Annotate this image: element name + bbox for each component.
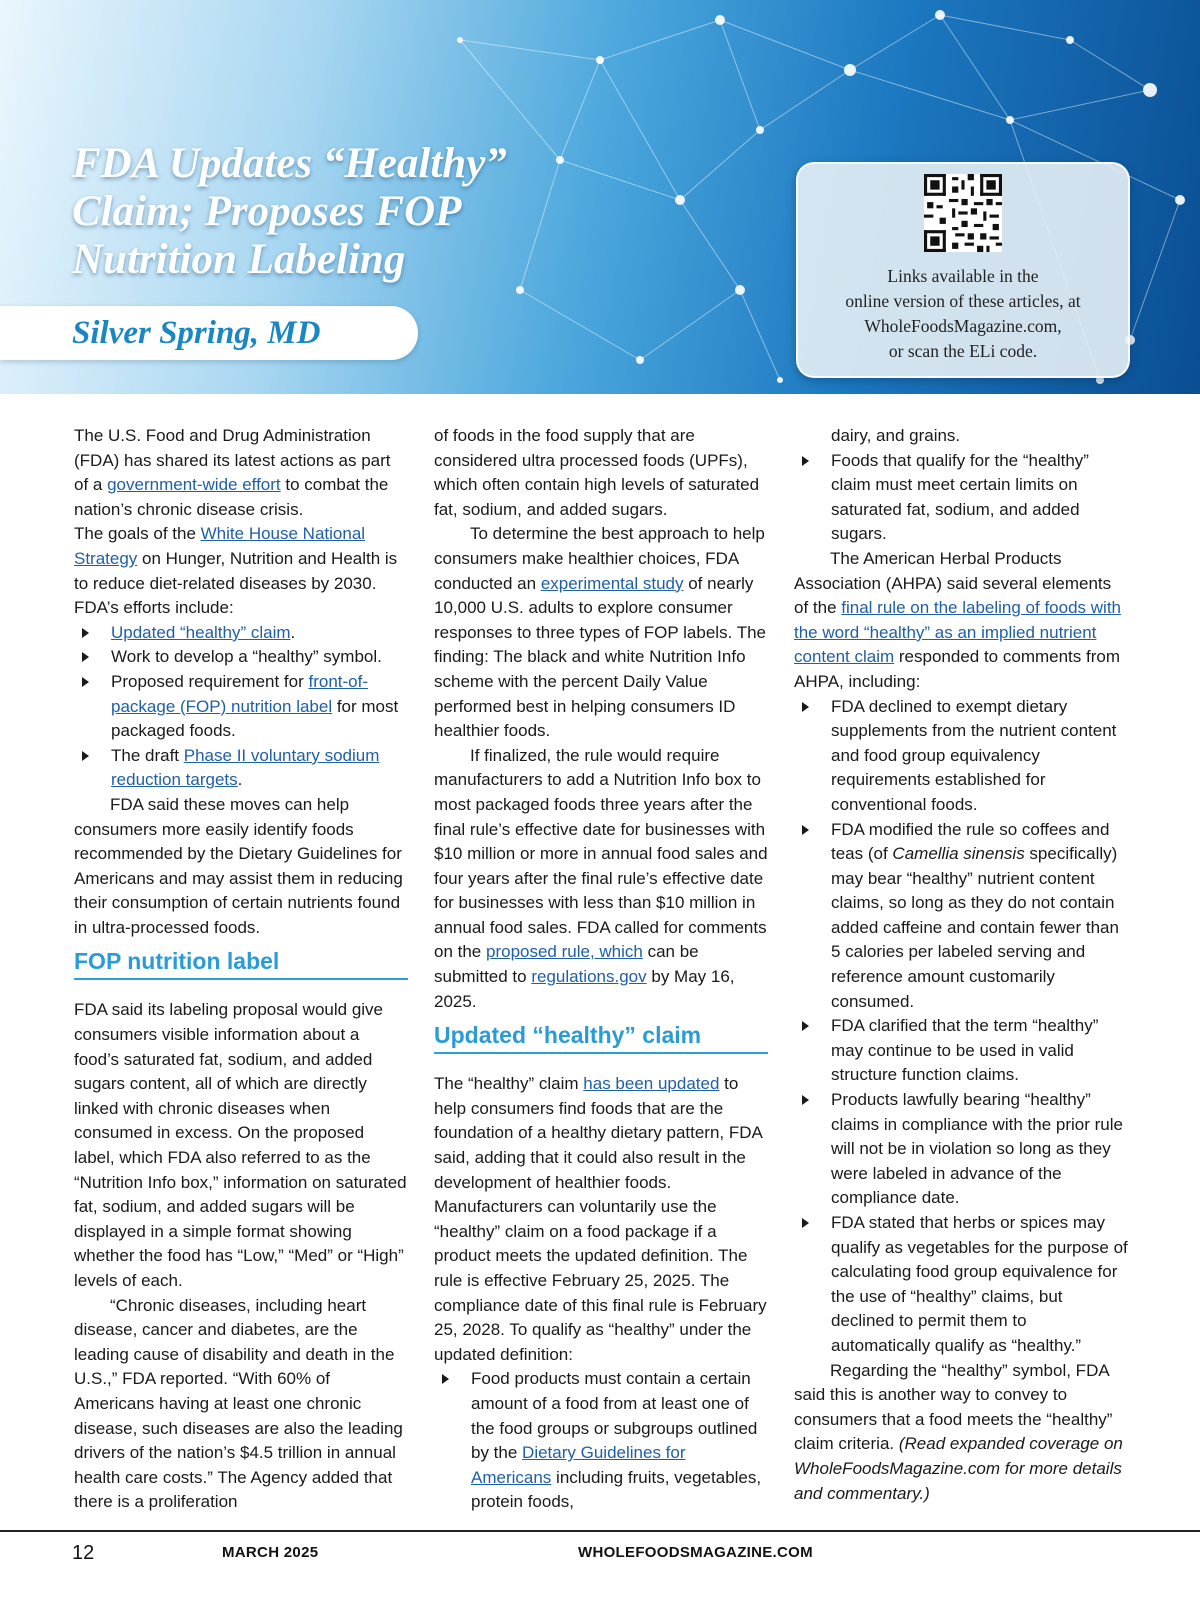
article-title bbox=[72, 140, 632, 284]
list-item: Foods that qualify for the “healthy” claim must meet certain limits on saturated fat, sodium, and added sugars. bbox=[794, 449, 1130, 547]
list-item: Work to develop a “healthy” symbol. bbox=[74, 645, 408, 670]
list-item: FDA stated that herbs or spices may qualify as vegetables for the purpose of calculating food group equivalence for the use of “healthy” claims, but declined to permit them to automatically qualify as “healthy.” bbox=[794, 1211, 1130, 1359]
qr-caption-line-2: online version of these articles, at bbox=[845, 291, 1081, 311]
location-banner bbox=[0, 306, 418, 360]
list-item: Proposed requirement for front-of-package (FOP) nutrition label for most packaged foods. bbox=[74, 670, 408, 744]
issue-date: MARCH 2025 bbox=[222, 1544, 319, 1561]
page-number: 12 bbox=[72, 1542, 95, 1564]
title-line-1: FDA Updates “Healthy” bbox=[72, 140, 507, 187]
paragraph: If finalized, the rule would require manufacturers to add a Nutrition Info box to most packaged foods three years after the final rule’s effective date for businesses with $10 million or more in annual food sales and four years after the final rule’s effective date for businesses with less than $10 million in annual food sales. FDA called for comments on the proposed rule, which can be submitted to regulations.gov by May 16, 2025. bbox=[434, 745, 768, 1011]
column-2 bbox=[434, 424, 768, 1515]
has-been-updated-link[interactable]: has been updated bbox=[583, 1074, 720, 1094]
website-url[interactable]: WHOLEFOODSMAGAZINE.COM bbox=[578, 1544, 813, 1561]
list-item: Food products must contain a certain amount of a food from at least one of the food groups or subgroups outlined by the Dietary Guidelines for Americans including fruits, vegetables, protein foods, bbox=[434, 1367, 768, 1515]
header-banner bbox=[0, 0, 1200, 394]
list-item: FDA declined to exempt dietary supplements from the nutrient content and food group equivalency requirements established for conventional foods. bbox=[794, 695, 1130, 818]
updated-healthy-claim-link[interactable]: Updated “healthy” claim bbox=[111, 622, 291, 642]
qr-info-box bbox=[796, 162, 1130, 378]
paragraph: The American Herbal Products Association (AHPA) said several elements of the final rule on the labeling of foods with the word “healthy” as an implied nutrient content claim responded to comments from AHPA, including: bbox=[794, 548, 1122, 691]
list-item: FDA clarified that the term “healthy” may continue to be used in valid structure function claims. bbox=[794, 1014, 1130, 1088]
paragraph: The U.S. Food and Drug Administration (FDA) has shared its latest actions as part of a government-wide effort to combat the nation’s chronic disease crisis. bbox=[74, 426, 391, 519]
qr-caption bbox=[798, 264, 1128, 364]
paragraph: “Chronic diseases, including heart disease, cancer and diabetes, are the leading cause of disability and death in the U.S.,” FDA reported. “With 60% of Americans having at least one chronic disease, such diseases are also the leading drivers of the nation’s $4.5 trillion in annual health care costs.” The Agency added that there is a proliferation bbox=[74, 1295, 403, 1512]
title-line-2: Claim; Proposes FOP bbox=[72, 188, 462, 235]
paragraph: Regarding the “healthy” symbol, FDA said this is another way to convey to consumers that a food meets the “healthy” claim criteria. (Read expanded coverage on WholeFoodsMagazine.com for more details and commentary.) bbox=[794, 1360, 1123, 1503]
list-item: Updated “healthy” claim. bbox=[74, 621, 408, 646]
paragraph: To determine the best approach to help consumers make healthier choices, FDA conducted an experimental study of nearly 10,000 U.S. adults to explore consumer responses to three types of FOP labels. The finding: The black and white Nutrition Info scheme with the percent Daily Value performed best in helping consumers ID healthier foods. bbox=[434, 524, 766, 741]
column-3 bbox=[794, 424, 1130, 1506]
section-heading-healthy-claim: Updated “healthy” claim bbox=[434, 1020, 768, 1054]
list-item: FDA modified the rule so coffees and teas (of Camellia sinensis specifically) may bear “healthy” nutrient content claims, so long as they do not contain added caffeine and contain fewer than 5 calories per labeled serving and reference amount customarily consumed. bbox=[794, 818, 1130, 1015]
section-heading-fop: FOP nutrition label bbox=[74, 946, 408, 980]
white-house-strategy-link[interactable]: White House National Strategy bbox=[74, 524, 366, 568]
final-rule-link[interactable]: final rule on the labeling of foods with the word “healthy” as an implied nutrient content claim bbox=[794, 598, 1122, 667]
paragraph: The “healthy” claim has been updated to help consumers find foods that are the foundation of a healthy dietary pattern, FDA said, adding that it could also result in the development of healthier foods. Manufacturers can voluntarily use the “healthy” claim on a food package if a product meets the updated definition. The rule is effective February 25, 2025. The compliance date of this final rule is February 25, 2028. To qualify as “healthy” under the updated definition: bbox=[434, 1074, 767, 1364]
sodium-targets-link[interactable]: Phase II voluntary sodium reduction targets bbox=[111, 745, 380, 790]
list-item: The draft Phase II voluntary sodium reduction targets. bbox=[74, 744, 408, 793]
criteria-list bbox=[434, 1367, 768, 1515]
paragraph: FDA said these moves can help consumers more easily identify foods recommended by the Dietary Guidelines for Americans and may assist them in reducing their consumption of certain nutrients found in ultra-processed foods. bbox=[74, 794, 403, 937]
ahpa-list bbox=[794, 695, 1130, 1359]
criteria-list-continued bbox=[794, 424, 1130, 547]
qr-caption-line-1: Links available in the bbox=[887, 266, 1039, 286]
qr-caption-line-3: WholeFoodsMagazine.com, bbox=[864, 316, 1062, 336]
paragraph: The goals of the White House National Strategy on Hunger, Nutrition and Health is to reduce diet-related diseases by 2030. FDA’s efforts include: bbox=[74, 524, 398, 618]
fop-nutrition-label-link[interactable]: front-of-package (FOP) nutrition label bbox=[111, 671, 369, 716]
qr-code-icon[interactable] bbox=[924, 174, 1002, 252]
regulations-gov-link[interactable]: regulations.gov bbox=[531, 967, 647, 987]
government-wide-effort-link[interactable]: government-wide effort bbox=[107, 475, 281, 495]
location-text: Silver Spring, MD bbox=[72, 315, 321, 351]
column-1 bbox=[74, 424, 408, 1515]
footer-divider bbox=[0, 1530, 1200, 1532]
qr-caption-line-4: or scan the ELi code. bbox=[888, 341, 1038, 361]
experimental-study-link[interactable]: experimental study bbox=[540, 573, 684, 593]
dietary-guidelines-link[interactable]: Dietary Guidelines for Americans bbox=[471, 1443, 686, 1487]
title-line-3: Nutrition Labeling bbox=[72, 236, 406, 283]
list-item: Products lawfully bearing “healthy” claims in compliance with the prior rule will not be in violation so long as they were labeled in advance of the compliance date. bbox=[794, 1088, 1130, 1211]
paragraph: FDA said its labeling proposal would give consumers visible information about a food’s saturated fat, sodium, and added sugars content, all of which are directly linked with chronic diseases when consumed in excess. On the proposed label, which FDA also referred to as the “Nutrition Info box,” information on saturated fat, sodium, and added sugars will be displayed in a simple format showing whether the food has “Low,” “Med” or “High” levels of each. bbox=[74, 1000, 407, 1290]
paragraph: of foods in the food supply that are considered ultra processed foods (UPFs), which often contain high levels of saturated fat, sodium, and added sugars. bbox=[434, 426, 760, 519]
proposed-rule-link[interactable]: proposed rule, which bbox=[486, 942, 643, 962]
efforts-list bbox=[74, 621, 408, 793]
list-item-continued: dairy, and grains. bbox=[831, 426, 961, 445]
